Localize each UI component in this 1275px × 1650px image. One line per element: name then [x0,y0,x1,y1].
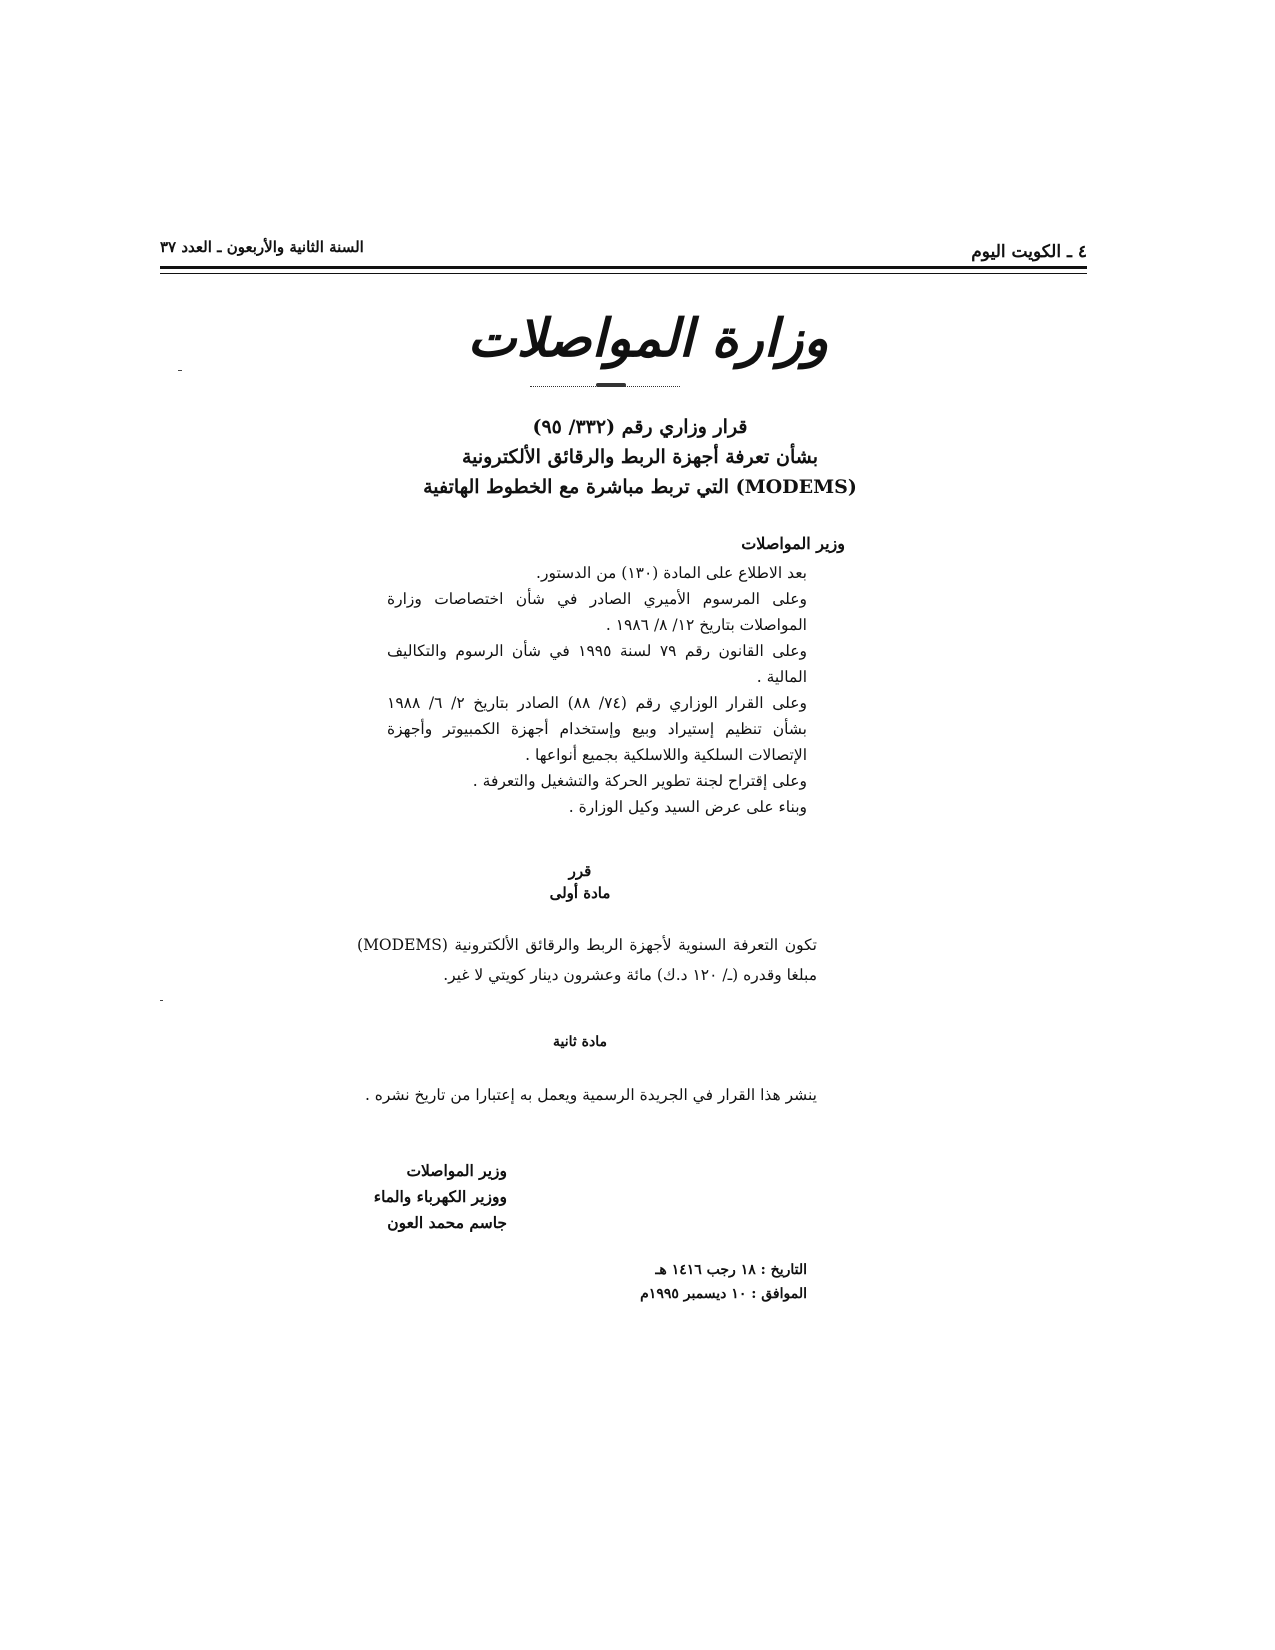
preamble [387,560,807,820]
preamble-item: بعد الاطلاع على المادة (١٣٠) من الدستور. [536,564,807,582]
ministry-logo: وزارة المواصلات [467,308,829,369]
header-rule-thin [160,273,1087,274]
preamble-item: وعلى المرسوم الأميري الصادر في شأن اختصاصات وزارة المواصلات بتاريخ ١٢/ ٨/ ١٩٨٦ . [387,590,807,634]
gregorian-date: الموافق : ١٠ ديسمبر ١٩٩٥م [640,1286,807,1302]
decree-subject-line-2: (MODEMS) التي تربط مباشرة مع الخطوط الهاتفية [423,476,857,498]
preamble-item: وعلى القانون رقم ٧٩ لسنة ١٩٩٥ في شأن الرسوم والتكاليف المالية . [387,642,807,686]
signatory-title-2: ووزير الكهرباء والماء [373,1187,507,1206]
date-block [640,1258,807,1306]
year-issue-label: السنة الثانية والأربعون ـ العدد ٣٧ [160,238,364,256]
decree-title [330,412,950,502]
page-number-publication: ٤ ـ الكويت اليوم [971,242,1087,262]
signatory-name: جاسم محمد العون [387,1213,507,1232]
preamble-item: وبناء على عرض السيد وكيل الوزارة . [568,798,807,816]
decree-subject-line-1: بشأن تعرفة أجهزة الربط والرقائق الألكترونية [461,446,819,468]
article-2-title: مادة ثانية [553,1034,607,1050]
preamble-heading: وزير المواصلات [741,534,845,553]
hijri-date: التاريخ : ١٨ رجب ١٤١٦ هـ [655,1262,807,1278]
scan-speck [178,370,182,371]
decree-number: قرار وزاري رقم (٣٣٢/ ٩٥) [532,416,748,438]
article-2-body: ينشر هذا القرار في الجريدة الرسمية ويعمل به إعتبارا من تاريخ نشره . [364,1086,817,1104]
preamble-item: وعلى إقتراح لجنة تطوير الحركة والتشغيل والتعرفة . [472,772,807,790]
signatory-title-1: وزير المواصلات [406,1161,507,1180]
article-1-body: تكون التعرفة السنوية لأجهزة الربط والرقائق الألكترونية (MODEMS) مبلغا وقدره (ـ/ ١٢٠ د.ك) مائة وعشرون دينار كويتي لا غير. [357,936,817,984]
decided-heading: قرر [568,862,592,880]
signature-block [374,1158,507,1236]
logo-underline-ornament [596,383,626,387]
article-1-title: مادة أولى [549,884,611,902]
header-rule-thick [160,266,1087,269]
preamble-item: وعلى القرار الوزاري رقم (٧٤/ ٨٨) الصادر بتاريخ ٢/ ٦/ ١٩٨٨ بشأن تنظيم إستيراد وبيع وإستخدام أجهزة الكمبيوتر وأجهزة الإتصالات السلكية واللاسلكية بجميع أنواعها . [387,694,807,764]
scan-speck [160,1000,163,1001]
